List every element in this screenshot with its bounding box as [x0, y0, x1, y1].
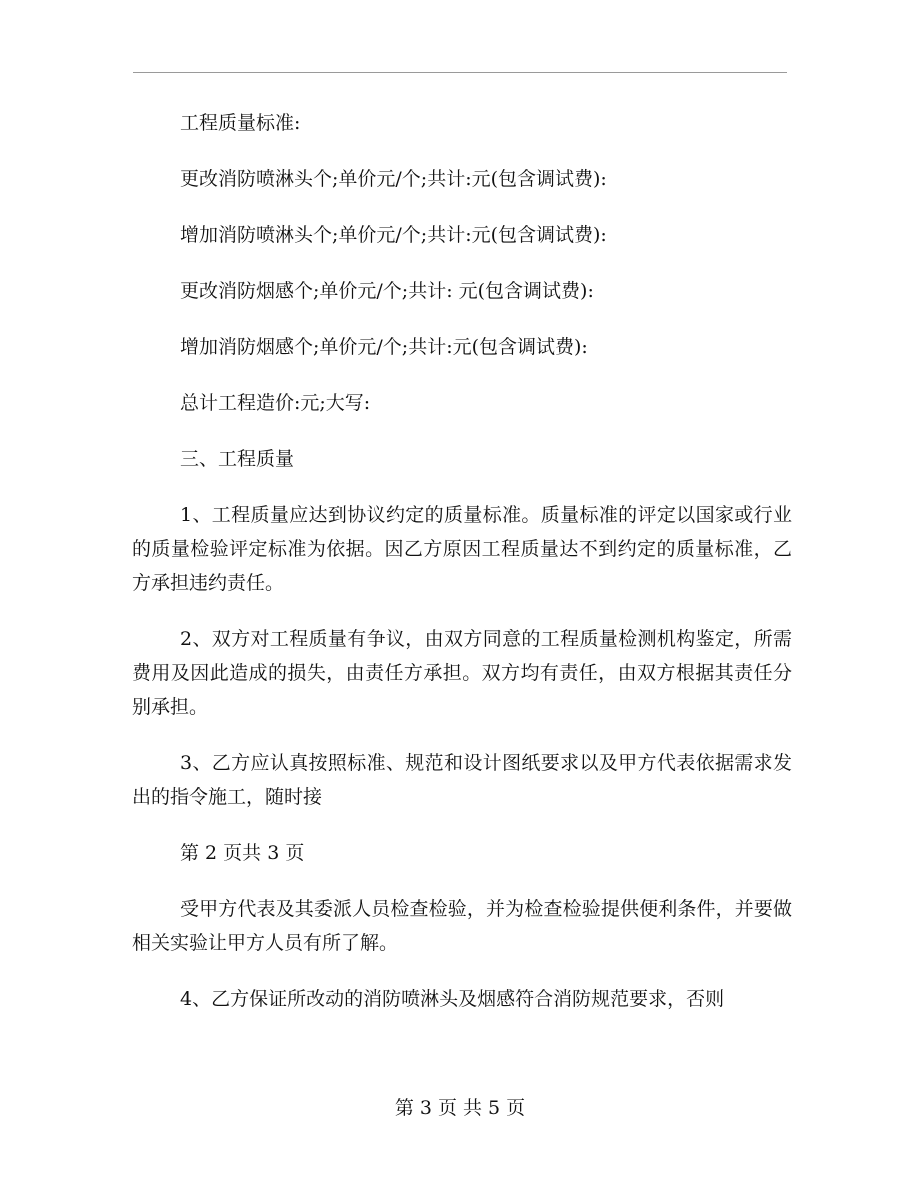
header-rule — [133, 72, 787, 73]
item-line-smoke-add: 增加消防烟感个;单价元/个;共计:元(包含调试费): — [180, 336, 588, 358]
paragraph-1: 1、工程质量应达到协议约定的质量标准。质量标准的评定以国家或行业的质量检验评定标准为依据。因乙方原因工程质量达不到约定的质量标准，乙方承担违约责任。 — [132, 504, 792, 594]
paragraph-3: 3、乙方应认真按照标准、规范和设计图纸要求以及甲方代表依据需求发出的指令施工，随时接 — [132, 752, 792, 808]
total-cost-line: 总计工程造价:元;大写: — [180, 392, 371, 414]
item-line-sprinkler-change: 更改消防喷淋头个;单价元/个;共计:元(包含调试费): — [180, 168, 607, 190]
document-body — [132, 106, 792, 1038]
paragraph-continued: 受甲方代表及其委派人员检查检验，并为检查检验提供便利条件，并要做相关实验让甲方人员有所了解。 — [132, 898, 792, 954]
paragraph-2: 2、双方对工程质量有争议，由双方同意的工程质量检测机构鉴定，所需费用及因此造成的损失，由责任方承担。双方均有责任，由双方根据其责任分别承担。 — [132, 628, 792, 718]
inner-page-marker: 第 2 页共 3 页 — [180, 842, 305, 864]
section-heading-three: 三、工程质量 — [180, 448, 295, 470]
section-heading-quality-standard: 工程质量标准: — [180, 112, 301, 134]
item-line-sprinkler-add: 增加消防喷淋头个;单价元/个;共计:元(包含调试费): — [180, 224, 607, 246]
page-footer: 第 3 页 共 5 页 — [394, 1097, 526, 1119]
paragraph-4: 4、乙方保证所改动的消防喷淋头及烟感符合消防规范要求，否则 — [180, 988, 725, 1010]
item-line-smoke-change: 更改消防烟感个;单价元/个;共计: 元(包含调试费): — [180, 280, 594, 302]
